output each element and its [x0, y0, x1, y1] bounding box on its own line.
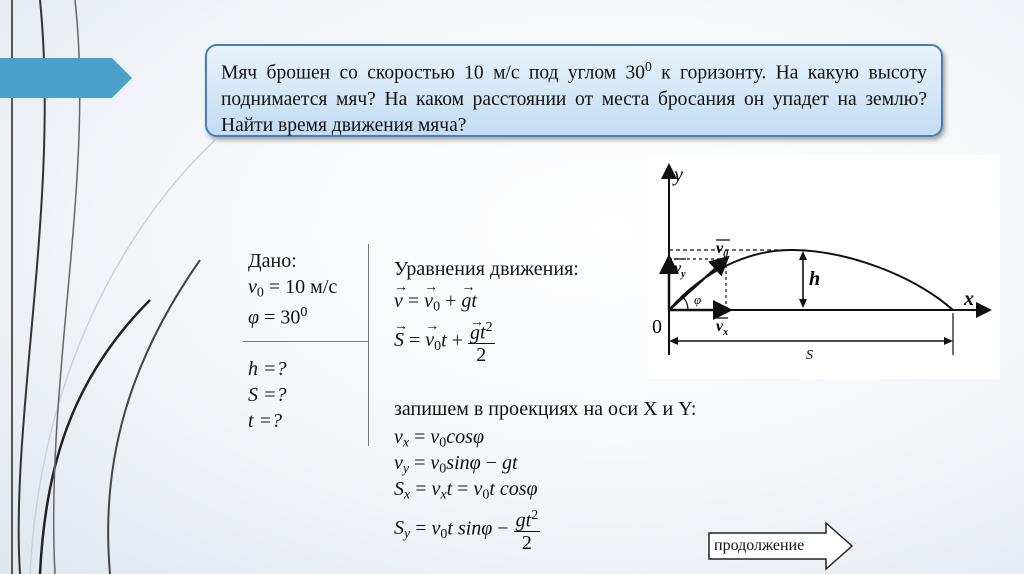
range-label: S — [806, 348, 813, 363]
equation-displacement: → S = → $v_0t$ + → $\frac{gt^2}{2}$ — [394, 318, 495, 366]
projections-title: запишем в проекциях на оси X и Y: — [394, 398, 697, 420]
height-label: h — [809, 268, 821, 290]
continue-button-label: продолжение — [714, 537, 805, 554]
given-v0: $v_0 = 10$ м/с — [248, 276, 338, 301]
vx-label: $v_x$ — [716, 318, 729, 338]
unknown-h: h =? — [248, 358, 287, 380]
given-divider-vertical — [368, 244, 369, 446]
given-phi-degree: 0 — [300, 305, 308, 320]
slide-tab-marker — [0, 58, 132, 98]
given-v0-value: 10 м/с — [285, 276, 338, 298]
v0-label: $v_0$ — [716, 240, 729, 260]
equation-vx: $v_x = v_0\cos\varphi$ — [394, 426, 485, 451]
continue-button[interactable] — [708, 521, 854, 571]
y-axis-label: y — [674, 164, 683, 186]
equation-velocity: → v = → $v_0$ + → gt — [394, 290, 477, 316]
given-phi: $\varphi = 30^0$ — [248, 305, 308, 329]
angle-arc — [683, 297, 688, 310]
trajectory-figure — [648, 155, 1000, 379]
problem-degree: 0 — [644, 59, 652, 74]
given-divider-horizontal — [243, 341, 369, 342]
origin-label: 0 — [652, 316, 662, 338]
unknown-t: t =? — [248, 410, 283, 432]
given-block — [248, 248, 338, 329]
phi-label: φ — [694, 292, 702, 307]
problem-text-after: к горизонту. На какую высоту поднимается мяч? На каком расстоянии от места бросания он упадет на землю? Найти время движения мяча? — [221, 62, 927, 136]
unknowns-block — [248, 356, 287, 434]
trajectory-diagram — [648, 155, 1000, 379]
x-axis-label: x — [964, 288, 974, 310]
unknown-s: S =? — [248, 384, 287, 406]
given-title: Дано: — [248, 250, 297, 272]
problem-statement-box — [205, 44, 943, 137]
vy-label: $v_y$ — [674, 260, 686, 280]
equations-title: Уравнения движения: — [394, 258, 579, 280]
equation-sy: $S_y = v_0t$ sinφ − $\frac{gt^2}{2}$ — [394, 508, 539, 554]
equation-vy: $v_y = v_0\sin\varphi$ − gt — [394, 452, 518, 477]
problem-text-before: Мяч брошен со скоростью 10 м/с под углом 30 — [221, 62, 645, 84]
given-phi-value: 30 — [280, 306, 301, 329]
equation-sx: $S_x = v_xt = v_0t$ cosφ — [394, 478, 538, 503]
